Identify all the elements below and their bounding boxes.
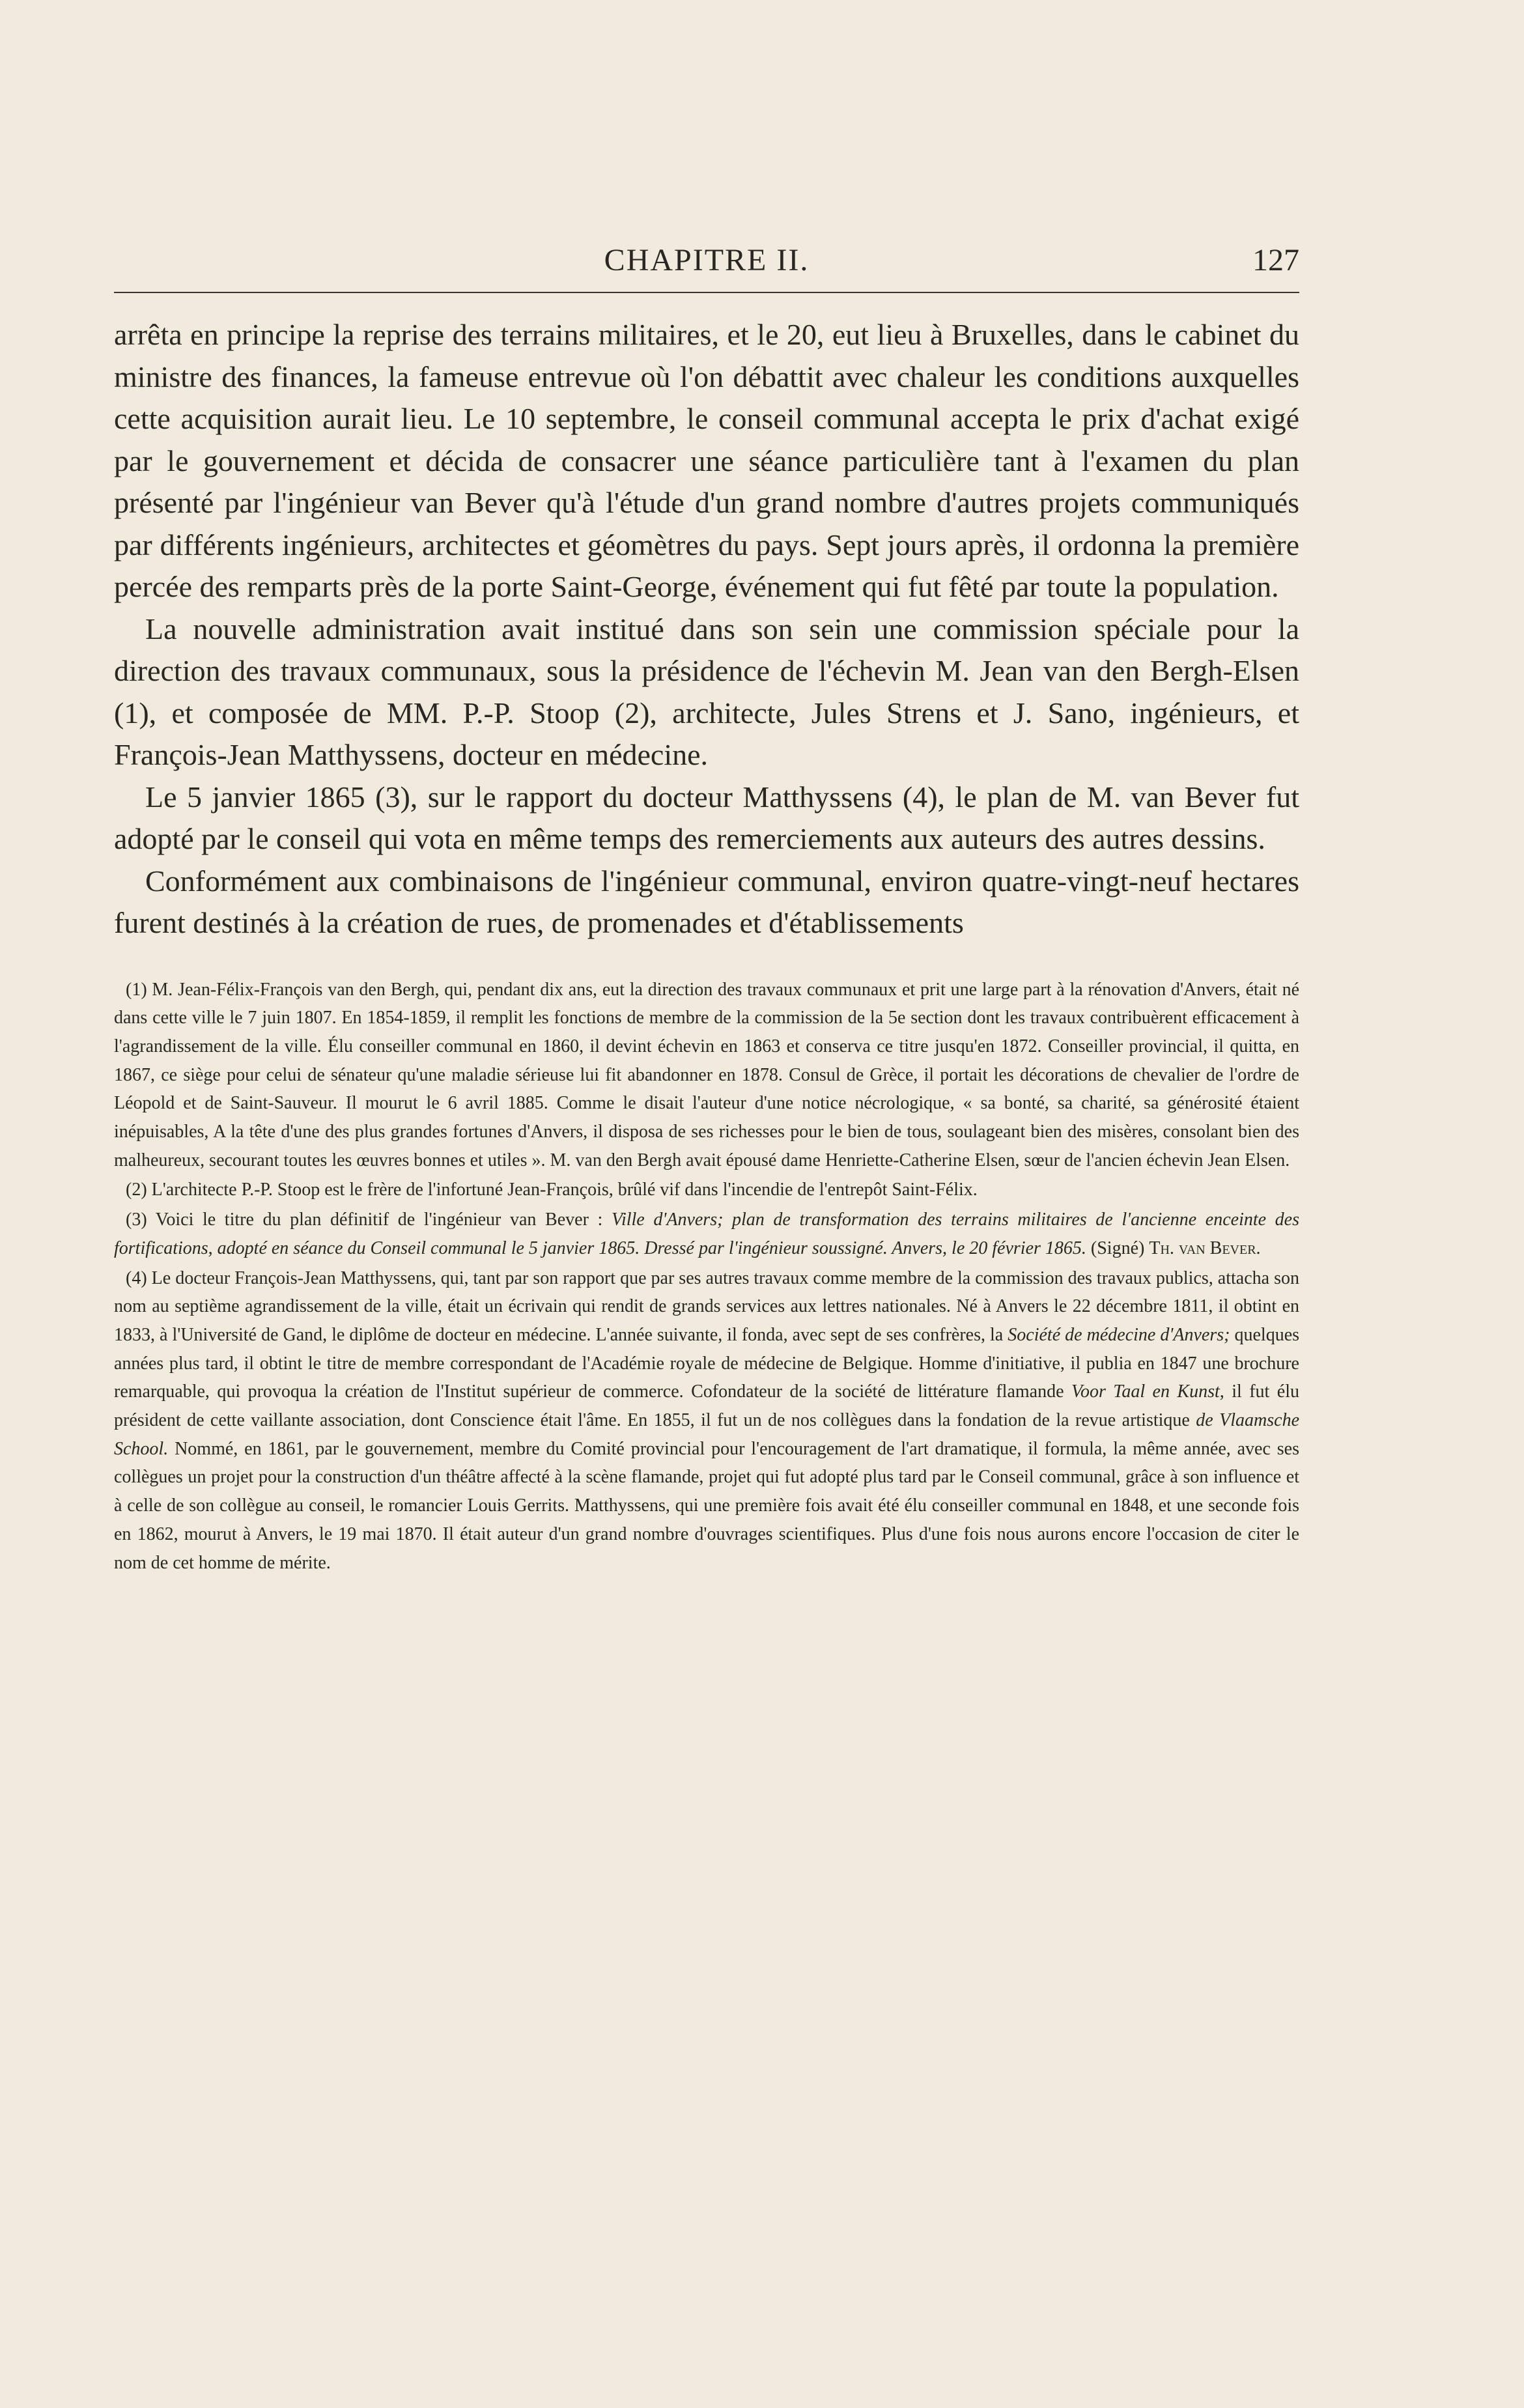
footnote-4-part-1: (4) Le docteur François-Jean Matthyssens, qui, tant par son rapport que par ses autres travaux comme membre de la commission des travaux publics, attacha son nom au septième agrandissement de la ville, était un écrivain qui rendit de grands services aux lettres nationales. Né à Anvers le 22 décembre 1811, il obtint en 1833, à l'Université de Gand, le diplôme de docteur en médecine. L'année suivante, il fonda, avec sept de ses confrères, la xyxy=(114,1268,1299,1345)
footnote-4-part-4: Nommé, en 1861, par le gouvernement, membre du Comité provincial pour l'encouragement de l'art dramatique, il formula, la même année, avec ses collègues un projet pour la construction d'un théâtre affecté à la scène flamande, projet qui fut adopté plus tard par le Conseil communal, grâce à son influence et à celle de son collègue au conseil, le romancier Louis Gerrits. Matthyssens, qui une première fois avait été élu conseiller communal en 1848, et une seconde fois en 1862, mourut à Anvers, le 19 mai 1870. Il était auteur d'un grand nombre d'ouvrages scientifiques. Plus d'une fois nous aurons encore l'occasion de citer le nom de cet homme de mérite. xyxy=(114,1438,1299,1573)
paragraph-1: arrêta en principe la reprise des terrains militaires, et le 20, eut lieu à Bruxelles, dans le cabinet du ministre des finances, la fameuse entrevue où l'on débattit avec chaleur les conditions auxquelles cette acquisition aurait lieu. Le 10 septembre, le conseil communal accepta le prix d'achat exigé par le gouvernement et décida de consacrer une séance particulière tant à l'examen du plan présenté par l'ingénieur van Bever qu'à l'étude d'un grand nombre d'autres projets communiqués par différents ingénieurs, architectes et géomètres du pays. Sept jours après, il ordonna la première percée des remparts près de la porte Saint-George, événement qui fut fêté par toute la population. xyxy=(114,318,1299,603)
footnote-3-signer: Th. van Bever. xyxy=(1149,1238,1261,1258)
footnote-4 xyxy=(114,1264,1299,1578)
running-header xyxy=(114,241,1299,287)
paragraph-2: La nouvelle administration avait institué dans son sein une commission spéciale pour la direction des travaux communaux, sous la présidence de l'échevin M. Jean van den Bergh-Elsen (1), et composée de MM. P.-P. Stoop (2), architecte, Jules Strens et J. Sano, ingénieurs, et François-Jean Matthyssens, docteur en médecine. xyxy=(114,612,1299,771)
page-number: 127 xyxy=(1252,243,1299,277)
header-rule xyxy=(114,292,1299,293)
paragraph-3: Le 5 janvier 1865 (3), sur le rapport du docteur Matthyssens (4), le plan de M. van Bever fut adopté par le conseil qui vota en même temps des remerciements aux auteurs des autres dessins. xyxy=(114,780,1299,855)
footnote-3 xyxy=(114,1206,1299,1262)
footnote-4-society-motto: Voor Taal en Kunst, xyxy=(1071,1381,1224,1402)
footnote-2: (2) L'architecte P.-P. Stoop est le frère de l'infortuné Jean-François, brûlé vif dans l'incendie de l'entrepôt Saint-Félix. xyxy=(126,1180,978,1200)
book-page xyxy=(114,241,1299,1578)
footnotes xyxy=(114,976,1299,1578)
footnote-4-review-name: de Vlaamsche School. xyxy=(114,1410,1299,1459)
chapter-title: CHAPITRE II. xyxy=(604,243,810,277)
footnote-3-plan-title: Ville d'Anvers; plan de transformation des terrains militaires de l'ancienne enceinte des fortifications, adopté en séance du Conseil communal le 5 janvier 1865. Dressé par l'ingénieur soussigné. Anvers, le 20 février 1865. xyxy=(114,1210,1299,1258)
footnote-3-signed: (Signé) xyxy=(1086,1238,1150,1258)
main-text xyxy=(114,314,1299,944)
footnote-4-part-3: il fut élu président de cette vaillante association, dont Conscience était l'âme. En 1855, il fut un de nos collègues dans la fondation de la revue artistique xyxy=(114,1381,1299,1431)
footnote-3-lead: (3) Voici le titre du plan définitif de l'ingénieur van Bever : xyxy=(126,1210,612,1230)
footnote-1: (1) M. Jean-Félix-François van den Bergh, qui, pendant dix ans, eut la direction des travaux communaux et prit une large part à la rénovation d'Anvers, était né dans cette ville le 7 juin 1807. En 1854-1859, il remplit les fonctions de membre de la commission de la 5e section dont les travaux contribuèrent efficacement à l'agrandissement de la ville. Élu conseiller communal en 1860, il devint échevin en 1863 et conserva ce titre jusqu'en 1872. Conseiller provincial, il quitta, en 1867, ce siège pour celui de sénateur qu'une maladie sérieuse lui fit abandonner en 1878. Consul de Grèce, il portait les décorations de chevalier de l'ordre de Léopold et de Saint-Sauveur. Il mourut le 6 avril 1885. Comme le disait l'auteur d'une notice nécrologique, « sa bonté, sa charité, sa générosité étaient inépuisables, A la tête d'une des plus grandes fortunes d'Anvers, il disposa de ses richesses pour le bien de tous, soulageant bien des misères, consolant bien des malheureux, secourant toutes les œuvres bonnes et utiles ». M. van den Bergh avait épousé dame Henriette-Catherine Elsen, sœur de l'ancien échevin Jean Elsen. xyxy=(114,979,1299,1170)
footnote-4-part-2: quelques années plus tard, il obtint le titre de membre correspondant de l'Académie royale de médecine de Belgique. Homme d'initiative, il publia en 1847 une brochure remarquable, qui provoqua la création de l'Institut supérieur de commerce. Cofondateur de la société de littérature flamande xyxy=(114,1324,1300,1402)
paragraph-4: Conformément aux combinaisons de l'ingénieur communal, environ quatre-vingt-neuf hectares furent destinés à la création de rues, de promenades et d'établissements xyxy=(114,864,1299,939)
footnote-4-society-name: Société de médecine d'Anvers; xyxy=(1008,1324,1230,1345)
